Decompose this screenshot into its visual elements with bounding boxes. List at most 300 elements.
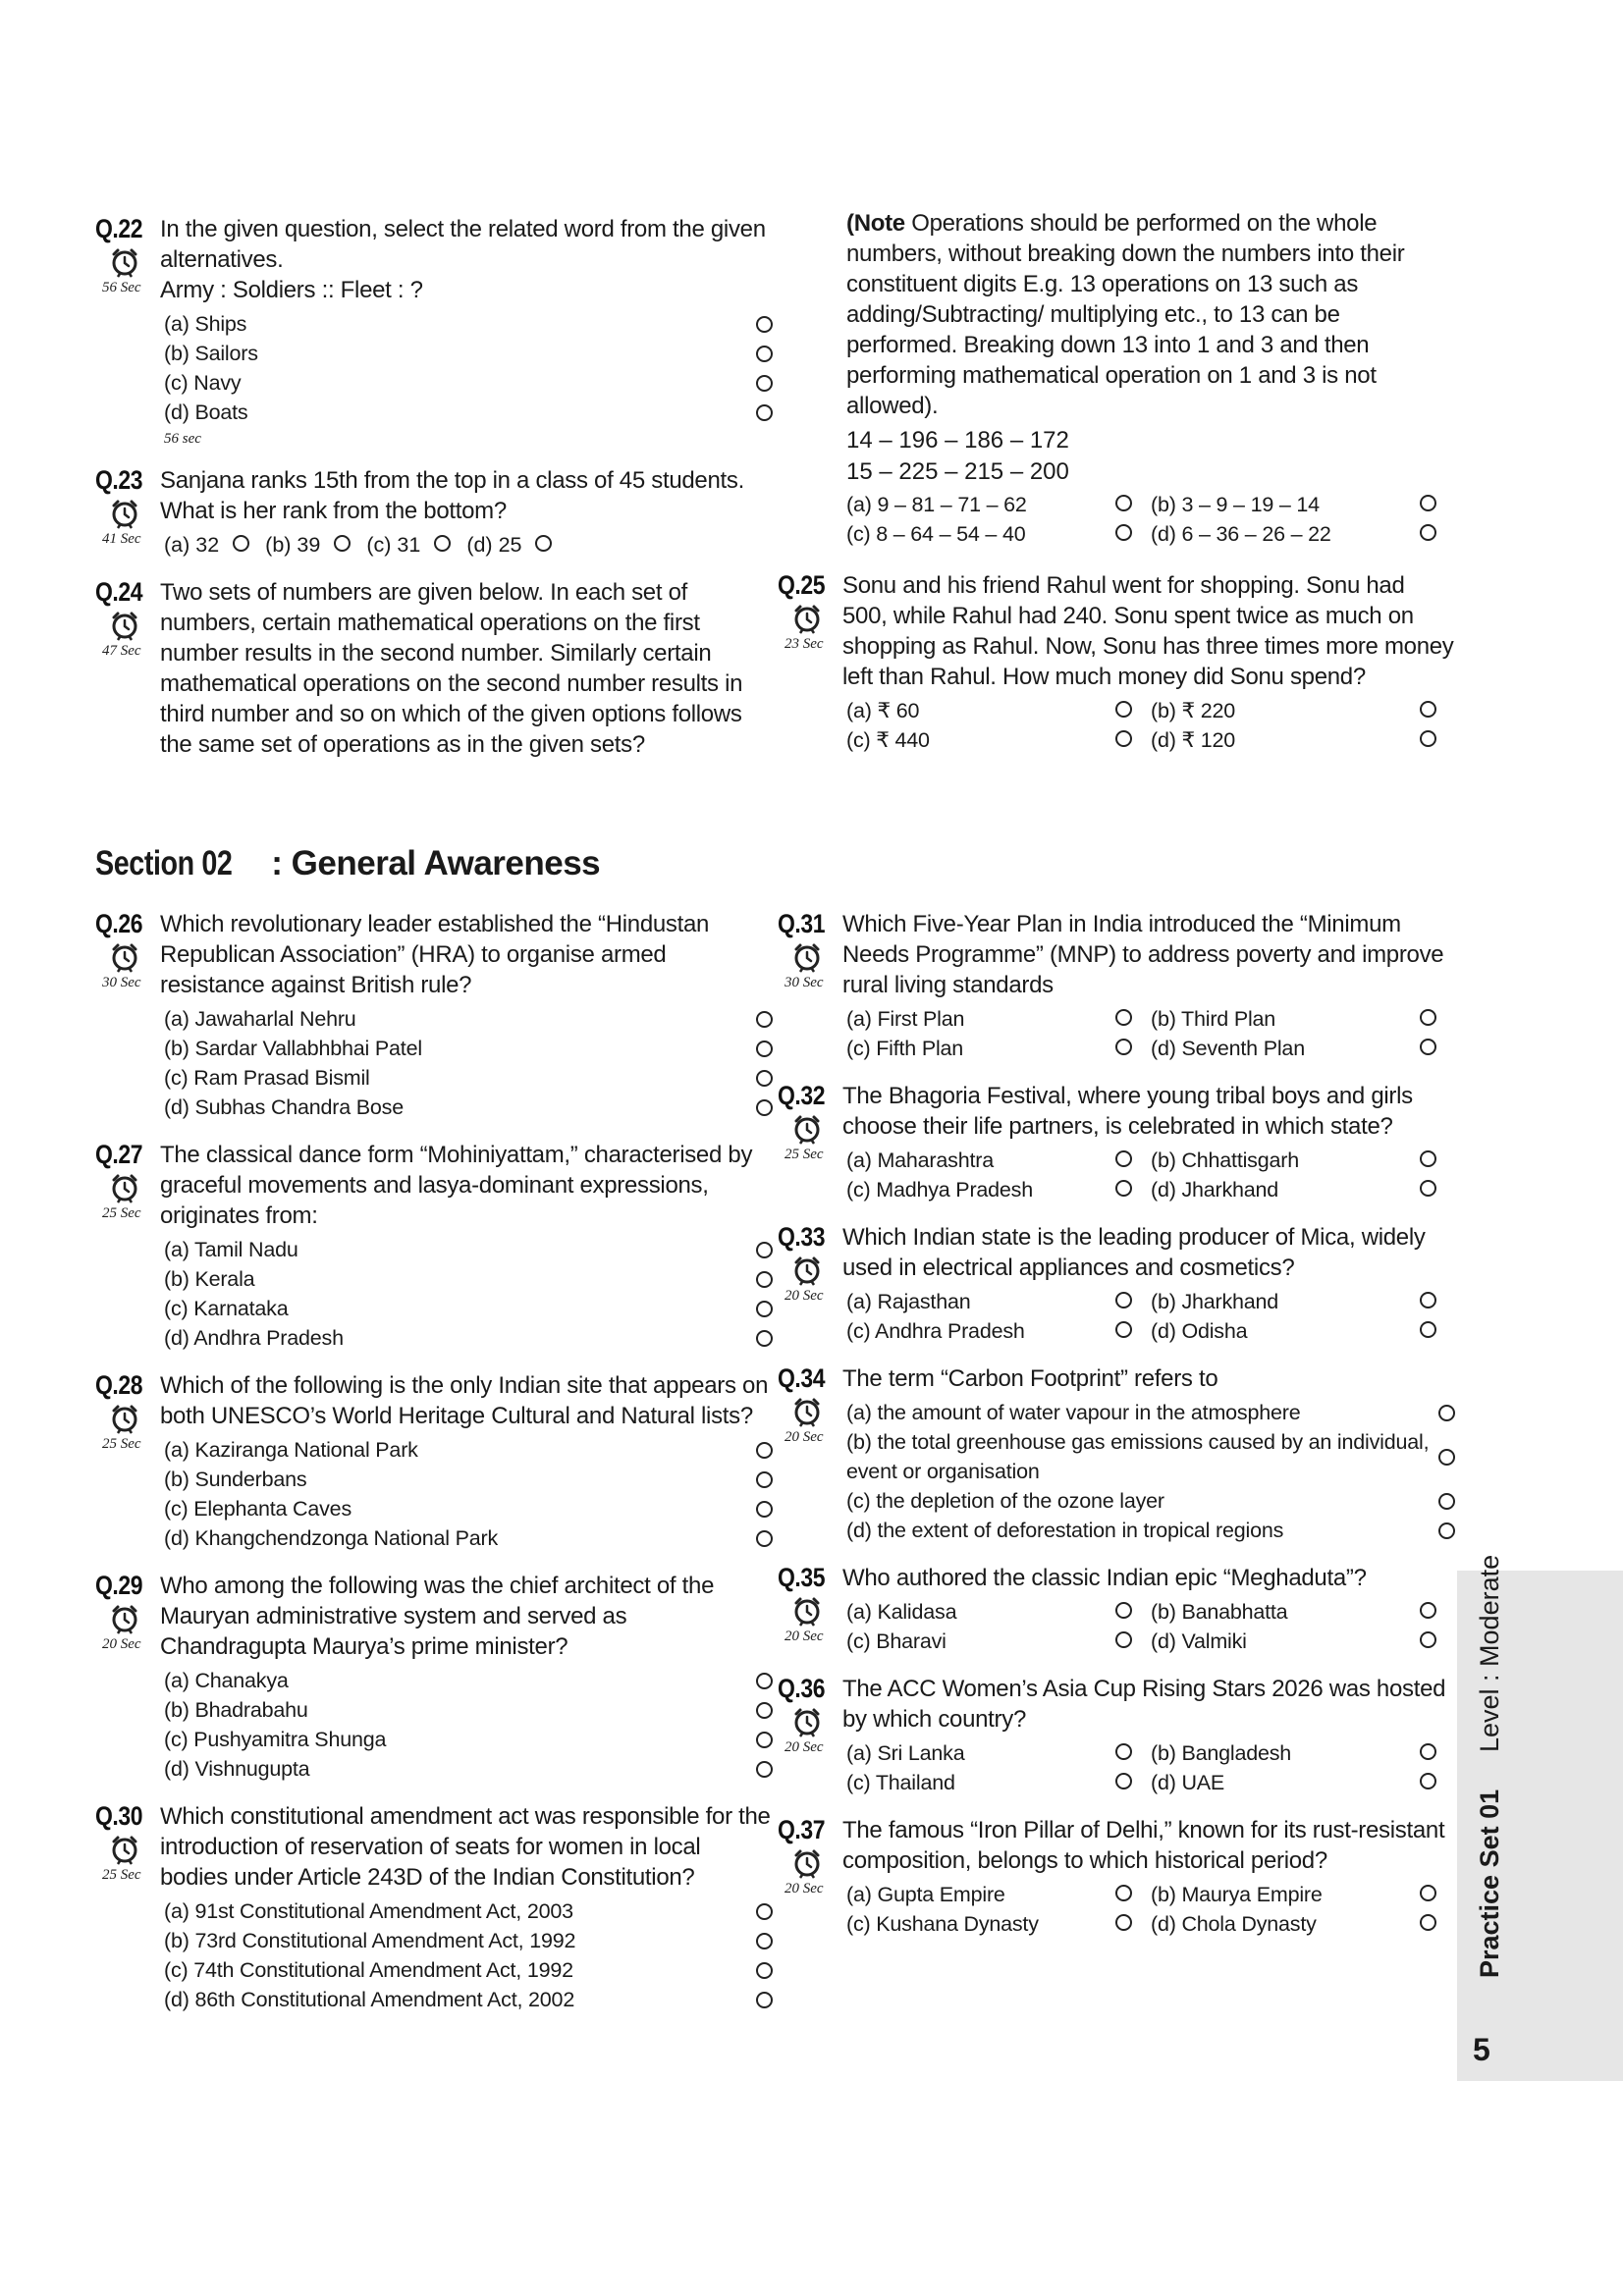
question-q36-option-label: (a) Sri Lanka [846, 1741, 965, 1765]
clock-icon [791, 941, 823, 973]
question-q22-option [164, 398, 773, 427]
question-q31-option-bubble-wrap [1420, 1004, 1455, 1034]
question-q36-option-bubble[interactable] [1115, 1743, 1132, 1760]
question-q33 [778, 1222, 1455, 1346]
question-q33-option-bubble-wrap [1115, 1316, 1151, 1346]
question-q37-option-bubble[interactable] [1420, 1885, 1436, 1901]
question-q29-option [164, 1754, 773, 1784]
question-q32-option-row [846, 1175, 1455, 1204]
question-q28-option-bubble[interactable] [756, 1501, 773, 1518]
question-q27-body [160, 1140, 773, 1353]
question-q32-option-row [846, 1146, 1455, 1175]
question-number: Q.23 [95, 465, 143, 495]
question-q25-option-row [846, 696, 1455, 725]
option-label: (d) Vishnugupta [164, 1757, 310, 1781]
option-label: (d) Boats [164, 400, 248, 424]
question-q32-option-bubble[interactable] [1420, 1150, 1436, 1167]
q24-option-bubble[interactable] [1115, 495, 1132, 511]
question-q25-option-label: (d) ₹ 120 [1151, 728, 1235, 752]
question-q32 [778, 1081, 1455, 1204]
q24-note: (Note Operations should be performed on the whole numbers, without breaking down the numbers into their constituent digits E.g. 13 operations on 13 such as adding/Subtracting/ multiplying etc., to 13 can be performed. Breaking down 13 into 1 and 3 and then performing mathematical operation on 1 and 3 is not allowed). [846, 210, 1405, 419]
question-q30-option-bubble[interactable] [756, 1933, 773, 1949]
right-column-bottom [778, 909, 1455, 1956]
question-q27-option-bubble[interactable] [756, 1301, 773, 1317]
q24-option-label: (a) 9 – 81 – 71 – 62 [846, 493, 1027, 516]
question-q31-body [842, 909, 1455, 1063]
question-q22-option [164, 309, 773, 339]
question-q36-option-bubble[interactable] [1115, 1773, 1132, 1789]
question-q37-option-bubble[interactable] [1420, 1914, 1436, 1931]
question-q25-body [842, 570, 1455, 755]
option-label: (a) Ships [164, 312, 247, 336]
time-note: 56 sec [164, 431, 201, 447]
question-q28-head [95, 1370, 164, 1553]
question-q30-option [164, 1896, 773, 1926]
question-q27-option [164, 1323, 773, 1353]
question-q35-option-row [846, 1627, 1455, 1656]
question-number: Q.25 [778, 570, 826, 600]
option-label: (a) the amount of water vapour in the atmosphere [846, 1401, 1301, 1424]
question-q27-option [164, 1235, 773, 1264]
question-number: Q.34 [778, 1363, 826, 1393]
question-q36-option-label: (b) Bangladesh [1151, 1741, 1292, 1765]
question-q29 [95, 1571, 773, 1784]
question-q35-option-label: (b) Banabhatta [1151, 1600, 1288, 1624]
clock-icon [791, 1595, 823, 1627]
question-q30-option-bubble[interactable] [756, 1992, 773, 2008]
q24-option-bubble-wrap [1420, 490, 1455, 519]
question-q22-option-bubble[interactable] [756, 346, 773, 362]
question-q31-options [846, 1004, 1455, 1063]
question-q25-head [778, 570, 846, 755]
question-q35-option-bubble-wrap [1115, 1597, 1151, 1627]
question-q26-head [95, 909, 164, 1122]
question-q32-option-bubble-wrap [1420, 1146, 1455, 1175]
clock-icon [791, 1255, 823, 1286]
question-q31-head [778, 909, 846, 1063]
question-q35-option-bubble[interactable] [1420, 1631, 1436, 1648]
question-q29-body [160, 1571, 773, 1784]
question-q25-option-bubble-wrap [1115, 696, 1151, 725]
question-q28-body [160, 1370, 773, 1553]
option-label: (a) Tamil Nadu [164, 1238, 298, 1261]
question-q35-option-bubble-wrap [1420, 1627, 1455, 1656]
clock-icon [109, 610, 140, 641]
time-label: 20 Sec [784, 1629, 824, 1644]
question-q36-option-bubble[interactable] [1420, 1773, 1436, 1789]
question-q28-option-bubble[interactable] [756, 1530, 773, 1547]
option-label: (b) 73rd Constitutional Amendment Act, 1992 [164, 1929, 576, 1952]
q24-option-bubble-wrap [1115, 519, 1151, 549]
question-number: Q.26 [95, 909, 143, 938]
question-q31-option-label: (c) Fifth Plan [846, 1037, 964, 1060]
q24-options [846, 490, 1455, 549]
question-q36-option-bubble-wrap [1420, 1768, 1455, 1797]
question-q32-option-label: (c) Madhya Pradesh [846, 1178, 1033, 1201]
question-q37-option-label: (b) Maurya Empire [1151, 1883, 1323, 1906]
option-label: (c) Elephanta Caves [164, 1497, 352, 1521]
question-q37-option-label: (a) Gupta Empire [846, 1883, 1005, 1906]
question-q29-option-bubble[interactable] [756, 1761, 773, 1778]
question-q32-options [846, 1146, 1455, 1204]
question-text: The Bhagoria Festival, where young tribal boys and girls choose their life partners, is celebrated in which state? [842, 1083, 1413, 1140]
question-q25-option-row [846, 725, 1455, 755]
q24-option-bubble-wrap [1420, 519, 1455, 549]
question-text: Which Indian state is the leading producer of Mica, widely used in electrical appliances and cosmetics? [842, 1224, 1426, 1281]
question-number: Q.31 [778, 909, 826, 938]
question-q35-option-bubble[interactable] [1115, 1602, 1132, 1619]
question-text: The term “Carbon Footprint” refers to [842, 1365, 1218, 1392]
question-q33-option-label: (c) Andhra Pradesh [846, 1319, 1025, 1343]
question-q32-option-label: (a) Maharashtra [846, 1148, 994, 1172]
q24-option-row [846, 519, 1455, 549]
option-label: (b) Sardar Vallabhbhai Patel [164, 1037, 422, 1060]
question-q22-option-bubble[interactable] [756, 404, 773, 421]
question-q32-head [778, 1081, 846, 1204]
question-q36-option-label: (d) UAE [1151, 1771, 1225, 1794]
question-q29-option-bubble[interactable] [756, 1732, 773, 1748]
question-q27-option-bubble[interactable] [756, 1271, 773, 1288]
question-q28-option [164, 1494, 773, 1523]
question-q36-option-bubble-wrap [1115, 1768, 1151, 1797]
question-q34-option-bubble[interactable] [1438, 1449, 1455, 1466]
question-text: Two sets of numbers are given below. In each set of numbers, certain mathematical operations on the first number results in the second number. Similarly certain mathematical operations on the second number results in third number and so on which of the given options follows the same set of operations as in the given sets? [160, 579, 743, 758]
option-label: (a) 32 [164, 533, 220, 557]
question-q26-option-bubble[interactable] [756, 1011, 773, 1028]
question-q22-options [164, 309, 773, 427]
question-q23-body [160, 465, 773, 560]
question-q26-body [160, 909, 773, 1122]
question-q28-option [164, 1523, 773, 1553]
question-q26 [95, 909, 773, 1122]
question-number: Q.29 [95, 1571, 143, 1600]
time-label: 30 Sec [784, 975, 824, 990]
question-q32-option-label: (d) Jharkhand [1151, 1178, 1279, 1201]
option-label: (b) 39 [265, 533, 321, 557]
question-q24 [95, 577, 773, 764]
question-q37-option-bubble-wrap [1420, 1880, 1455, 1909]
option-label: (c) Karnataka [164, 1297, 289, 1320]
question-q33-option-bubble-wrap [1420, 1287, 1455, 1316]
question-q23-option-bubble[interactable] [434, 535, 451, 552]
clock-icon [109, 1834, 140, 1865]
question-q23 [95, 465, 773, 560]
question-q31-option-bubble-wrap [1115, 1034, 1151, 1063]
time-label: 25 Sec [102, 1436, 141, 1452]
question-q25-option-label: (c) ₹ 440 [846, 728, 930, 752]
q24-option-label: (b) 3 – 9 – 19 – 14 [1151, 493, 1320, 516]
question-q34-option-bubble[interactable] [1438, 1405, 1455, 1421]
question-q26-option-bubble[interactable] [756, 1099, 773, 1116]
question-q35-option-bubble[interactable] [1115, 1631, 1132, 1648]
question-q27-head [95, 1140, 164, 1353]
question-q32-option-bubble-wrap [1115, 1146, 1151, 1175]
time-label: 41 Sec [102, 531, 141, 547]
section-title: Section 02 : General Awareness [95, 844, 601, 882]
question-q22-option-bubble[interactable] [756, 375, 773, 392]
question-number: Q.37 [778, 1815, 826, 1844]
question-q32-option-bubble[interactable] [1115, 1150, 1132, 1167]
question-q28-option [164, 1465, 773, 1494]
question-q27-option [164, 1294, 773, 1323]
question-q30-body [160, 1801, 773, 2014]
left-column-bottom [95, 909, 773, 2032]
question-q27-option-bubble[interactable] [756, 1242, 773, 1258]
question-text: Which of the following is the only Indian site that appears on both UNESCO’s World Heritage Cultural and Natural lists? [160, 1372, 769, 1429]
time-label: 30 Sec [102, 975, 141, 990]
question-q34-head [778, 1363, 846, 1545]
option-label: (d) 86th Constitutional Amendment Act, 2002 [164, 1988, 575, 2011]
time-label: 25 Sec [102, 1867, 141, 1883]
clock-icon [791, 1847, 823, 1879]
question-text: In the given question, select the related word from the given alternatives. [160, 216, 766, 273]
question-q30-option-bubble[interactable] [756, 1903, 773, 1920]
question-q27-option-bubble[interactable] [756, 1330, 773, 1347]
option-label: (b) the total greenhouse gas emissions caused by an individual, event or organisation [846, 1430, 1430, 1483]
question-number: Q.27 [95, 1140, 143, 1169]
question-q34-option-bubble[interactable] [1438, 1493, 1455, 1510]
question-q31-option-bubble[interactable] [1420, 1009, 1436, 1026]
question-q32-option-label: (b) Chhattisgarh [1151, 1148, 1299, 1172]
question-q25-option-label: (a) ₹ 60 [846, 699, 920, 722]
question-number: Q.30 [95, 1801, 143, 1831]
page-number: 5 [1473, 2032, 1490, 2067]
question-text: Sanjana ranks 15th from the top in a class of 45 students. What is her rank from the bottom? [160, 467, 744, 524]
option-label: (c) 74th Constitutional Amendment Act, 1992 [164, 1958, 573, 1982]
option-label: (c) Navy [164, 371, 242, 395]
question-q22-head [95, 214, 164, 448]
question-q34-option [846, 1516, 1455, 1545]
question-q30-option [164, 1926, 773, 1955]
question-q30-option [164, 1985, 773, 2014]
time-label: 20 Sec [784, 1739, 824, 1755]
question-number: Q.32 [778, 1081, 826, 1110]
question-q37-body [842, 1815, 1455, 1939]
question-q35-options [846, 1597, 1455, 1656]
option-label: (c) Ram Prasad Bismil [164, 1066, 370, 1090]
question-q22-option [164, 339, 773, 368]
question-q31-option-label: (d) Seventh Plan [1151, 1037, 1305, 1060]
time-label: 25 Sec [102, 1205, 141, 1221]
question-q32-option-bubble-wrap [1420, 1175, 1455, 1204]
question-number: Q.33 [778, 1222, 826, 1252]
question-q34-body [842, 1363, 1455, 1545]
question-q31-option-row [846, 1004, 1455, 1034]
question-q32-body [842, 1081, 1455, 1204]
question-q23-option-row [164, 530, 773, 560]
question-q25-option-bubble[interactable] [1420, 730, 1436, 747]
question-q26-options [164, 1004, 773, 1122]
question-q23-option-bubble-wrap [434, 530, 451, 560]
question-q34-option-bubble[interactable] [1438, 1522, 1455, 1539]
question-text: The ACC Women’s Asia Cup Rising Stars 2026 was hosted by which country? [842, 1676, 1446, 1733]
question-q29-option [164, 1695, 773, 1725]
clock-icon [109, 1403, 140, 1434]
question-q37-option-bubble[interactable] [1115, 1885, 1132, 1901]
question-number: Q.24 [95, 577, 143, 607]
question-q23-option-bubble[interactable] [334, 535, 351, 552]
right-column-top [778, 210, 1455, 773]
question-q26-option-bubble[interactable] [756, 1070, 773, 1087]
option-label: (b) Sailors [164, 342, 258, 365]
question-q35-option-label: (a) Kalidasa [846, 1600, 957, 1624]
left-column-top [95, 214, 773, 781]
q24-option-bubble[interactable] [1420, 495, 1436, 511]
question-q25-option-bubble[interactable] [1115, 730, 1132, 747]
question-q35-head [778, 1563, 846, 1656]
time-label: 20 Sec [784, 1288, 824, 1304]
question-q33-option-label: (b) Jharkhand [1151, 1290, 1279, 1313]
question-q22-body [160, 214, 773, 448]
question-q30-options [164, 1896, 773, 2014]
question-text: Which Five-Year Plan in India introduced the “Minimum Needs Programme” (MNP) to address poverty and improve rural living standards [842, 911, 1444, 998]
q24-option-bubble-wrap [1115, 490, 1151, 519]
question-q33-option-bubble[interactable] [1420, 1292, 1436, 1308]
question-number: Q.35 [778, 1563, 826, 1592]
question-q32-option-bubble[interactable] [1420, 1180, 1436, 1197]
q24-option-bubble[interactable] [1115, 524, 1132, 541]
sequence-2: 15 – 225 – 215 – 200 [846, 458, 1069, 485]
question-q25-option-bubble[interactable] [1115, 701, 1132, 718]
question-q33-option-bubble[interactable] [1420, 1321, 1436, 1338]
option-label: (b) Bhadrabahu [164, 1698, 308, 1722]
clock-icon [109, 1172, 140, 1203]
clock-icon [109, 498, 140, 529]
time-label: 20 Sec [102, 1636, 141, 1652]
question-q35-option-bubble-wrap [1115, 1627, 1151, 1656]
question-q24-head [95, 577, 164, 764]
question-q31-option-bubble[interactable] [1115, 1039, 1132, 1055]
question-q36-option-bubble-wrap [1420, 1738, 1455, 1768]
question-q33-option-bubble[interactable] [1115, 1321, 1132, 1338]
question-q26-option [164, 1034, 773, 1063]
question-q22 [95, 214, 773, 448]
time-label: 56 Sec [102, 280, 141, 295]
question-q36-option-row [846, 1738, 1455, 1768]
question-q37-option-label: (d) Chola Dynasty [1151, 1912, 1317, 1936]
question-q36-body [842, 1674, 1455, 1797]
question-q29-options [164, 1666, 773, 1784]
question-q23-option-bubble[interactable] [233, 535, 249, 552]
question-q32-option-bubble[interactable] [1115, 1180, 1132, 1197]
question-q35 [778, 1563, 1455, 1656]
question-q33-option-label: (d) Odisha [1151, 1319, 1248, 1343]
question-q29-option-bubble[interactable] [756, 1702, 773, 1719]
question-q23-option-bubble[interactable] [535, 535, 552, 552]
question-q34-options [846, 1398, 1455, 1545]
question-q33-option-label: (a) Rajasthan [846, 1290, 971, 1313]
question-q25-options [846, 696, 1455, 755]
question-number: Q.22 [95, 214, 143, 243]
question-q32-option-bubble-wrap [1115, 1175, 1151, 1204]
question-q23-options [164, 530, 773, 560]
question-text: Sonu and his friend Rahul went for shopping. Sonu had 500, while Rahul had 240. Sonu spent twice as much on shopping as Rahul. Now, Sonu has three times more money left than Rahul. How much money did Sonu spend? [842, 572, 1454, 690]
question-q29-option-bubble[interactable] [756, 1673, 773, 1689]
question-q26-option-bubble[interactable] [756, 1041, 773, 1057]
question-q35-body [842, 1563, 1455, 1656]
clock-icon [791, 1396, 823, 1427]
question-q25-option-bubble-wrap [1115, 725, 1151, 755]
question-q29-option [164, 1725, 773, 1754]
question-q28-option-bubble[interactable] [756, 1442, 773, 1459]
question-q23-option-bubble-wrap [233, 530, 249, 560]
question-text: The famous “Iron Pillar of Delhi,” known for its rust-resistant composition, belongs to which historical period? [842, 1817, 1445, 1874]
question-q33-option-row [846, 1316, 1455, 1346]
question-q31-option-bubble-wrap [1420, 1034, 1455, 1063]
question-q29-head [95, 1571, 164, 1784]
question-number: Q.28 [95, 1370, 143, 1400]
time-label: 23 Sec [784, 636, 824, 652]
sequence-1: 14 – 196 – 186 – 172 [846, 427, 1069, 454]
option-label: (b) Sunderbans [164, 1468, 307, 1491]
question-text: Which revolutionary leader established the “Hindustan Republican Association” (HRA) to organise armed resistance against British rule? [160, 911, 710, 998]
question-text: The classical dance form “Mohiniyattam,” characterised by graceful movements and lasya-dominant expressions, originates from: [160, 1142, 753, 1229]
question-q23-option-bubble-wrap [334, 530, 351, 560]
clock-icon [791, 603, 823, 634]
question-q37-option-bubble[interactable] [1115, 1914, 1132, 1931]
practice-set-label: Practice Set 01 [1475, 1789, 1504, 1978]
question-q36-option-label: (c) Thailand [846, 1771, 955, 1794]
option-label: (c) the depletion of the ozone layer [846, 1489, 1164, 1513]
question-q28 [95, 1370, 773, 1553]
option-label: (d) Andhra Pradesh [164, 1326, 344, 1350]
option-label: (a) Jawaharlal Nehru [164, 1007, 356, 1031]
question-q22-option [164, 368, 773, 398]
option-label: (d) Khangchendzonga National Park [164, 1526, 499, 1550]
q24-option-label: (c) 8 – 64 – 54 – 40 [846, 522, 1026, 546]
question-q37-option-row [846, 1909, 1455, 1939]
question-q28-option-bubble[interactable] [756, 1471, 773, 1488]
question-q33-body [842, 1222, 1455, 1346]
question-q34-option [846, 1486, 1455, 1516]
question-q37 [778, 1815, 1455, 1939]
question-q37-options [846, 1880, 1455, 1939]
question-q30-option-bubble[interactable] [756, 1962, 773, 1979]
option-label: (d) the extent of deforestation in tropical regions [846, 1519, 1284, 1542]
question-text: Who among the following was the chief architect of the Mauryan administrative system and served as Chandragupta Maurya’s prime minister? [160, 1573, 715, 1660]
question-q26-option [164, 1093, 773, 1122]
option-label: (a) Chanakya [164, 1669, 289, 1692]
question-q33-option-bubble-wrap [1115, 1287, 1151, 1316]
question-q36-option-bubble[interactable] [1420, 1743, 1436, 1760]
option-label: (d) 25 [466, 533, 522, 557]
question-q31-option-bubble[interactable] [1420, 1039, 1436, 1055]
question-q35-option-bubble-wrap [1420, 1597, 1455, 1627]
question-q31-option-label: (a) First Plan [846, 1007, 965, 1031]
q24-option-row [846, 490, 1455, 519]
question-q31-option-label: (b) Third Plan [1151, 1007, 1276, 1031]
question-text: Who authored the classic Indian epic “Meghaduta”? [842, 1565, 1367, 1591]
question-q35-option-label: (d) Valmiki [1151, 1629, 1247, 1653]
option-label: (b) Kerala [164, 1267, 255, 1291]
question-q33-options [846, 1287, 1455, 1346]
option-label: (c) 31 [366, 533, 421, 557]
question-q33-head [778, 1222, 846, 1346]
question-q33-option-bubble[interactable] [1115, 1292, 1132, 1308]
question-q35-option-bubble[interactable] [1420, 1602, 1436, 1619]
question-q31-option-bubble-wrap [1115, 1004, 1151, 1034]
question-q30-option [164, 1955, 773, 1985]
question-q37-option-bubble-wrap [1115, 1909, 1151, 1939]
question-q25-option-bubble[interactable] [1420, 701, 1436, 718]
question-q27 [95, 1140, 773, 1353]
question-q37-option-bubble-wrap [1420, 1909, 1455, 1939]
question-q22-option-bubble[interactable] [756, 316, 773, 333]
q24-option-bubble[interactable] [1420, 524, 1436, 541]
question-q34-option [846, 1398, 1455, 1427]
question-q36-option-bubble-wrap [1115, 1738, 1151, 1768]
question-q31-option-bubble[interactable] [1115, 1009, 1132, 1026]
